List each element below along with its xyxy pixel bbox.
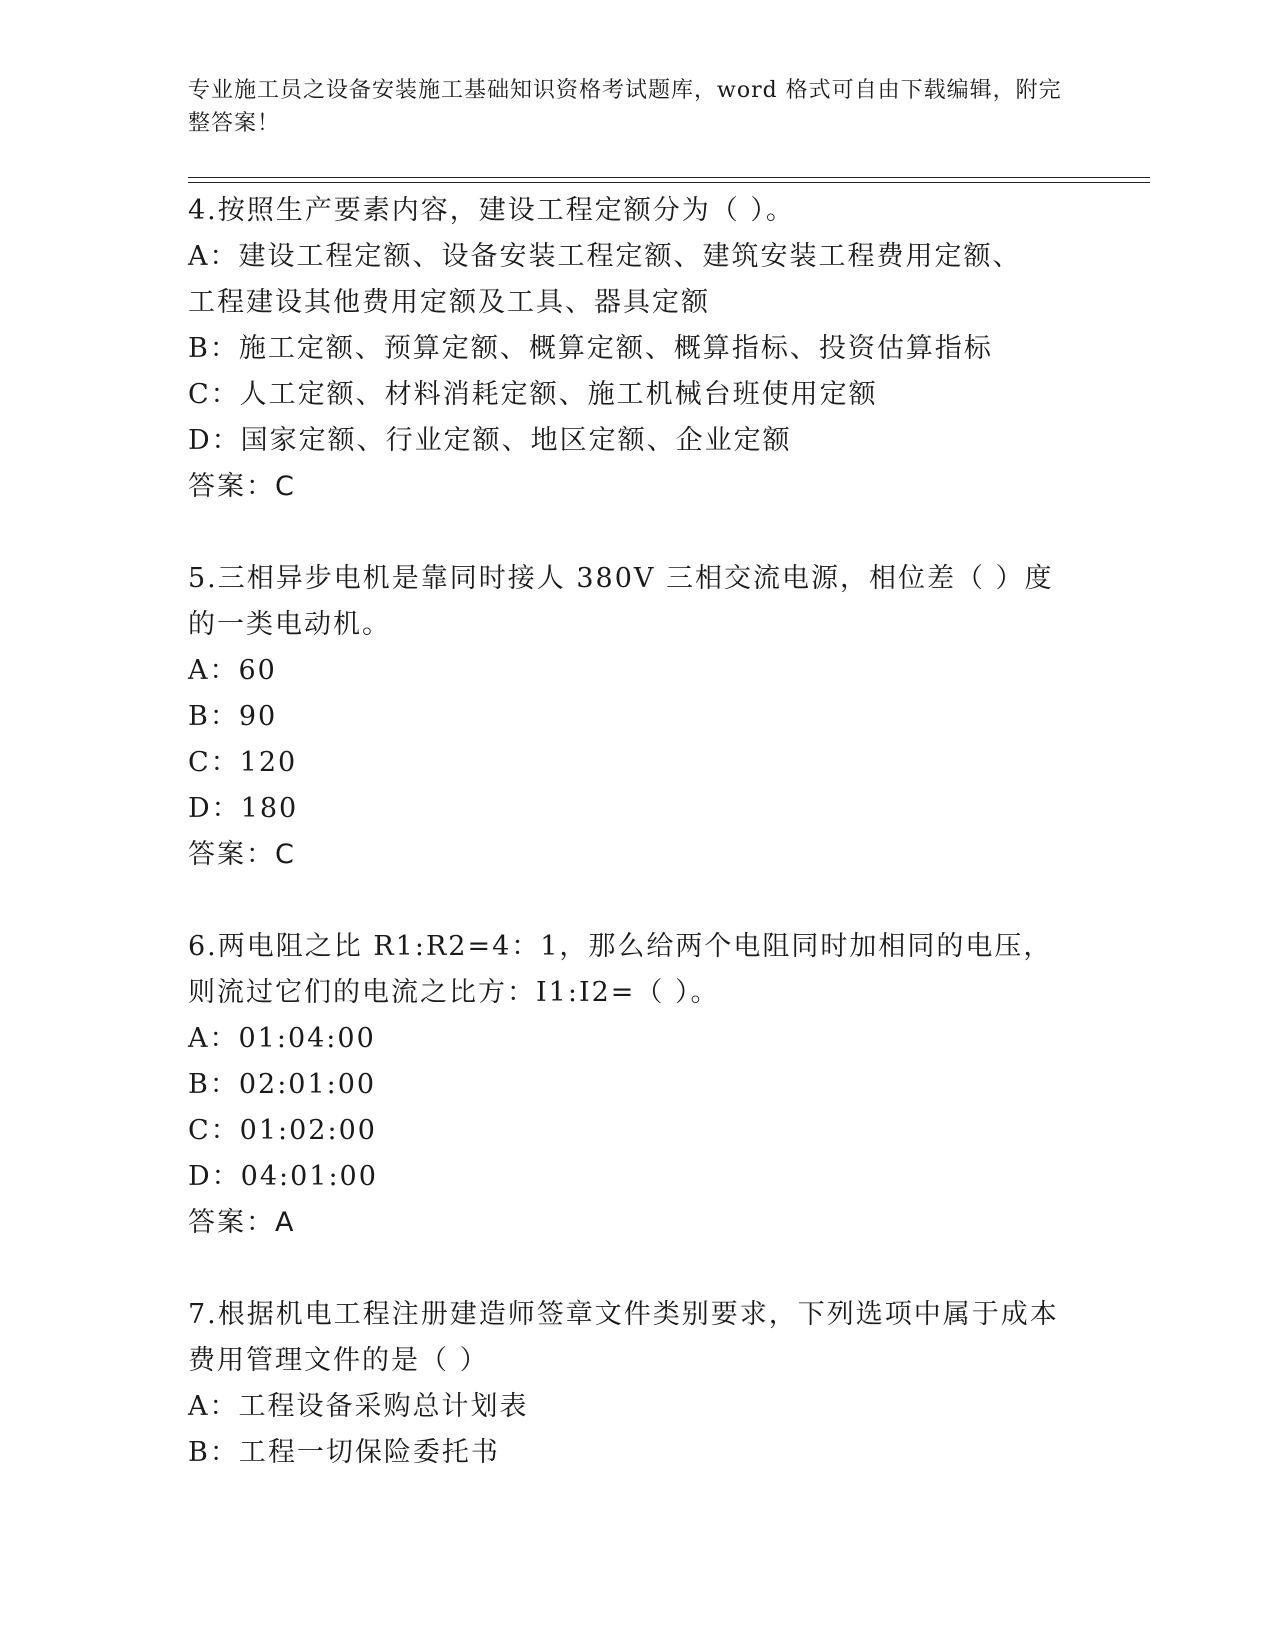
question-6 xyxy=(188,924,1088,1246)
option-c: C：人工定额、材料消耗定额、施工机械台班使用定额 xyxy=(188,379,878,410)
question-title: 6.两电阻之比 R1:R2=4：1，那么给两个电阻同时加相同的电压，则流过它们的电流之比方：I1:I2=（ ）。 xyxy=(188,931,1053,1008)
question-5 xyxy=(188,556,1088,878)
spacer xyxy=(188,1246,1088,1292)
option-a-text: A：建设工程定额、设备安装工程定额、建筑安装工程费用定额、工程建设其他费用定额及工具、器具定额 xyxy=(188,241,1022,318)
header-rule-bottom xyxy=(188,182,1150,183)
question-title: 5.三相异步电机是靠同时接人 380V 三相交流电源，相位差（ ）度的一类电动机。 xyxy=(188,563,1054,640)
question-4 xyxy=(188,188,1088,510)
header-rule-top xyxy=(188,177,1150,178)
option-b: B：90 xyxy=(188,701,278,732)
option-b: B：施工定额、预算定额、概算定额、概算指标、投资估算指标 xyxy=(188,333,993,364)
question-title: 4.按照生产要素内容，建设工程定额分为（ ）。 xyxy=(188,195,795,226)
spacer xyxy=(188,510,1088,556)
document-header: 专业施工员之设备安装施工基础知识资格考试题库，word 格式可自由下载编辑，附完整答案！ xyxy=(188,78,1062,136)
option-a: A：60 xyxy=(188,655,277,686)
option-d: D：04:01:00 xyxy=(188,1161,378,1192)
spacer xyxy=(188,878,1088,924)
question-title: 7.根据机电工程注册建造师签章文件类别要求，下列选项中属于成本费用管理文件的是（ ） xyxy=(188,1299,1059,1376)
answer: 答案：C xyxy=(188,839,296,870)
option-a: A：工程设备采购总计划表 xyxy=(188,1391,529,1422)
option-b: B：工程一切保险委托书 xyxy=(188,1437,500,1468)
question-list xyxy=(188,188,1088,1476)
option-c: C：120 xyxy=(188,747,298,778)
option-d: D：国家定额、行业定额、地区定额、企业定额 xyxy=(188,425,792,456)
option-a: A：01:04:00 xyxy=(188,1023,376,1054)
answer: 答案：C xyxy=(188,471,296,502)
option-c: C：01:02:00 xyxy=(188,1115,377,1146)
option-a xyxy=(188,234,1088,326)
option-b: B：02:01:00 xyxy=(188,1069,377,1100)
question-7 xyxy=(188,1292,1088,1476)
answer: 答案：A xyxy=(188,1207,296,1238)
option-d: D：180 xyxy=(188,793,299,824)
